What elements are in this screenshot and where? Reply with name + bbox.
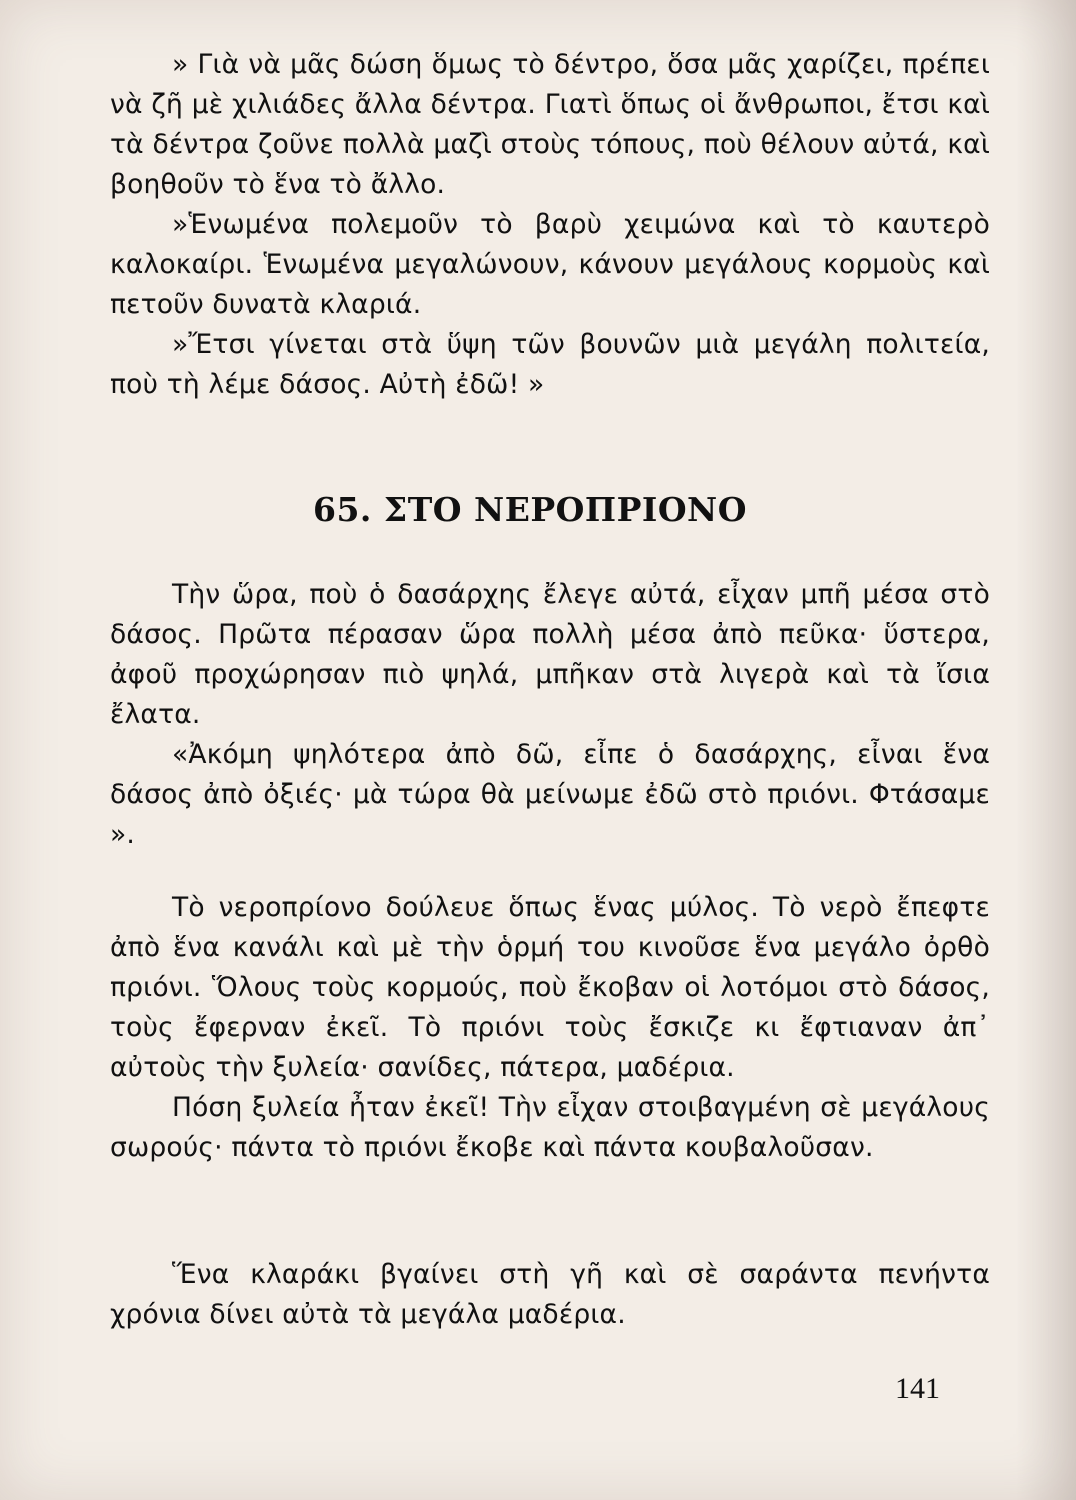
forest-entry-text-block (110, 575, 990, 855)
paragraph-timber-piles: Πόση ξυλεία ἦταν ἐκεῖ! Τὴν εἶχαν στοιβαγμένη σὲ μεγάλους σωρούς· πάντα τὸ πριόνι ἔκοβε καὶ πάντα κουβαλοῦσαν. (110, 1092, 990, 1163)
opening-text-block (110, 45, 990, 405)
paragraph-small-branch: Ἕνα κλαράκι βγαίνει στὴ γῆ καὶ σὲ σαράντα πενήντα χρόνια δίνει αὐτὰ τὰ μεγάλα μαδέρια. (110, 1259, 990, 1330)
paragraph-beech-forest: «Ἀκόμη ψηλότερα ἀπὸ δῶ, εἶπε ὁ δασάρχης, εἶναι ἕνα δάσος ἀπὸ ὀξιές· μὰ τώρα θὰ μείνωμε ἐδῶ στὸ πριόνι. Φτάσαμε ». (110, 739, 990, 850)
paragraph-united-trees: »Ἑνωμένα πολεμοῦν τὸ βαρὺ χειμώνα καὶ τὸ καυτερὸ καλοκαίρι. Ἑνωμένα μεγαλώνουν, κάνουν μεγάλους κορμοὺς καὶ πετοῦν δυνατὰ κλαριά. (110, 209, 990, 320)
chapter-heading: 65. ΣΤΟ ΝΕΡΟΠΡΙΟΝΟ (313, 490, 747, 529)
binding-shadow (1016, 0, 1076, 1500)
paragraph-forest-city: »Ἔτσι γίνεται στὰ ὕψη τῶν βουνῶν μιὰ μεγάλη πολιτεία, ποὺ τὴ λέμε δάσος. Αὐτὴ ἐδῶ! » (110, 329, 990, 400)
paragraph-trees-together: » Γιὰ νὰ μᾶς δώση ὅμως τὸ δέντρο, ὅσα μᾶς χαρίζει, πρέπει νὰ ζῆ μὲ χιλιάδες ἄλλα δέντρα. Γιατὶ ὅπως οἱ ἄνθρωποι, ἔτσι καὶ τὰ δέντρα ζοῦνε πολλὰ μαζὶ στοὺς τόπους, ποὺ θέλουν αὐτά, καὶ βοηθοῦν τὸ ἕνα τὸ ἄλλο. (110, 49, 990, 200)
paragraph-entering-forest: Τὴν ὥρα, ποὺ ὁ δασάρχης ἔλεγε αὐτά, εἶχαν μπῆ μέσα στὸ δάσος. Πρῶτα πέρασαν ὥρα πολλὴ μέσα ἀπὸ πεῦκα· ὕστερα, ἀφοῦ προχώρησαν πιὸ ψηλά, μπῆκαν στὰ λιγερὰ καὶ τὰ ἴσια ἔλατα. (110, 579, 990, 730)
sawmill-text-block (110, 888, 990, 1168)
paragraph-water-saw: Τὸ νεροπρίονο δούλευε ὅπως ἕνας μύλος. Τὸ νερὸ ἔπεφτε ἀπὸ ἕνα κανάλι καὶ μὲ τὴν ὁρμή του κινοῦσε ἕνα μεγάλο ὀρθὸ πριόνι. Ὅλους τοὺς κορμούς, ποὺ ἔκοβαν οἱ λοτόμοι στὸ δάσος, τοὺς ἔφερναν ἐκεῖ. Τὸ πριόνι τοὺς ἔσκιζε κι ἔφτιαναν ἀπ᾿ αὐτοὺς τὴν ξυλεία· σανίδες, πάτερα, μαδέρια. (110, 892, 990, 1083)
closing-text-block (110, 1255, 990, 1335)
page-number: 141 (895, 1372, 940, 1405)
